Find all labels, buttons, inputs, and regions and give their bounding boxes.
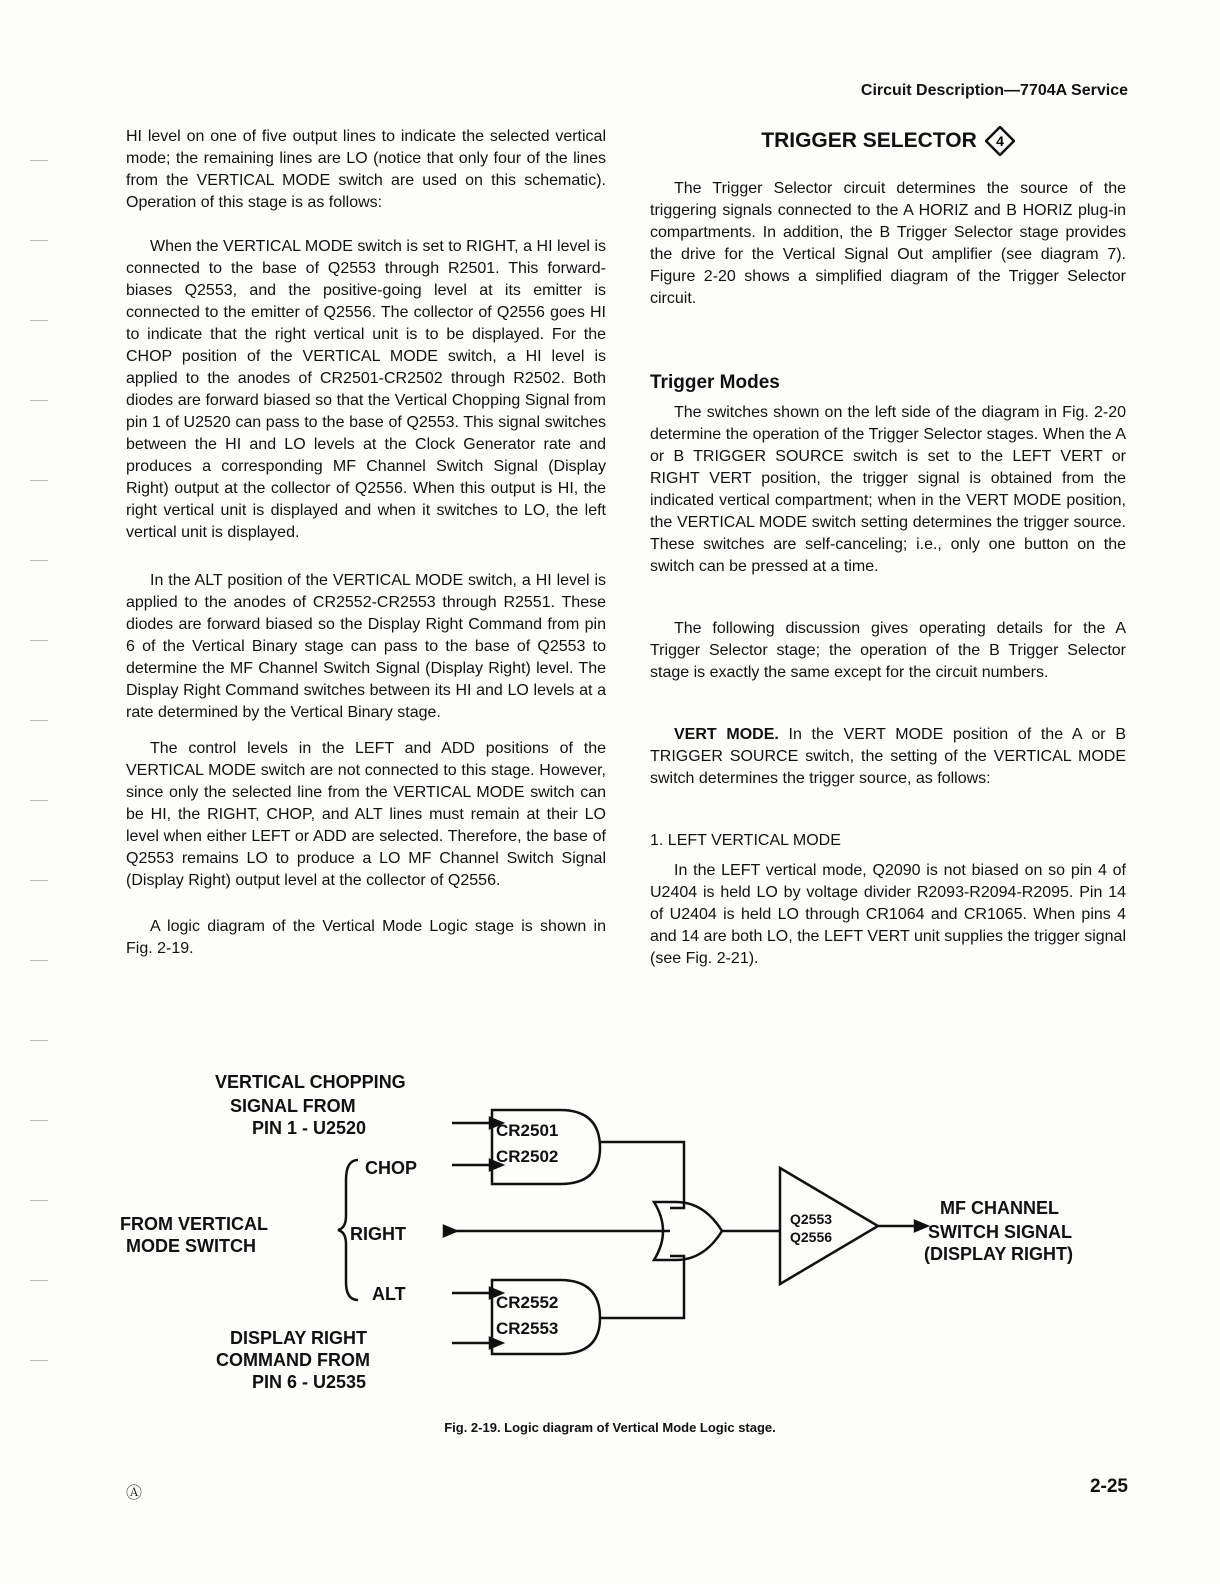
paragraph — [650, 724, 1126, 790]
logic-diagram — [110, 1068, 1130, 1408]
diagram-number-badge — [985, 126, 1015, 156]
input-label-chop: CHOP — [365, 1158, 418, 1178]
section-title — [650, 126, 1126, 156]
paragraph-text: In the VERT MODE position of the A or B TRIGGER SOURCE switch, the setting of the VERTICAL MODE switch determines the trigger source, as follows: — [650, 726, 1126, 787]
paragraph: In the LEFT vertical mode, Q2090 is not biased on so pin 4 of U2404 is held LO by voltage divider R2093-R2094-R2095. Pin 14 of U2404 is held LO through CR1064 and CR1065. When pins 4 and 14 are both LO, the LEFT VERT unit supplies the trigger signal (see Fig. 2-21). — [650, 862, 1126, 967]
arrow-icon — [444, 1226, 456, 1236]
running-header: Circuit Description—7704A Service — [860, 82, 1128, 99]
paragraph: The following discussion gives operating details for the A Trigger Selector stage; the operation of the B Trigger Selector stage is exactly the same except for the circuit numbers. — [650, 620, 1126, 681]
input-label-chopping-2: SIGNAL FROM — [230, 1096, 356, 1116]
run-in-heading: VERT MODE. — [674, 726, 779, 743]
paragraph: The control levels in the LEFT and ADD positions of the VERTICAL MODE switch are not connected to this stage. However, since only the selected line from the VERTICAL MODE switch can be HI, the RIGHT, CHOP, and ALT lines must remain at their LO level when either LEFT or ADD are selected. Therefore, the base of Q2553 remains LO to produce a LO MF Channel Switch Signal (Display Right) output level at the collector of Q2556. — [126, 740, 606, 889]
gate-label: CR2553 — [496, 1319, 559, 1338]
paragraph: A logic diagram of the Vertical Mode Logic stage is shown in Fig. 2-19. — [126, 918, 606, 957]
paragraph: HI level on one of five output lines to indicate the selected vertical mode; the remaining lines are LO (notice that only four of the lines from the VERTICAL MODE switch are used on this schematic). Operation of this stage is as follows: — [126, 128, 606, 211]
input-label-alt: ALT — [372, 1284, 406, 1304]
left-column — [126, 126, 606, 960]
figure-caption: Fig. 2-19. Logic diagram of Vertical Mode Logic stage. — [444, 1420, 776, 1435]
source-label-1: FROM VERTICAL — [120, 1214, 268, 1234]
gate-label: CR2501 — [496, 1121, 559, 1140]
gate-label: CR2502 — [496, 1147, 559, 1166]
subheading: Trigger Modes — [650, 372, 780, 393]
output-label-1: MF CHANNEL — [940, 1198, 1059, 1218]
output-label-2: SWITCH SIGNAL — [928, 1222, 1072, 1242]
and-gate-lower — [492, 1280, 600, 1354]
input-label-chopping-3: PIN 1 - U2520 — [252, 1118, 367, 1138]
paragraph: In the ALT position of the VERTICAL MODE switch, a HI level is applied to the anodes of CR2552-CR2553 through R2551. These diodes are forward biased so the Display Right Command from pin 6 of the Vertical Binary stage can pass to the base of Q2553 to determine the MF Channel Switch Signal (Display Right) level. The Display Right Command switches between its HI and LO levels at a rate determined by the Vertical Binary stage. — [126, 572, 606, 721]
page-number: 2-25 — [1089, 1476, 1128, 1497]
input-label-chopping-1: VERTICAL CHOPPING — [215, 1072, 406, 1092]
input-label-display-1: DISPLAY RIGHT — [230, 1328, 368, 1348]
right-column — [650, 126, 1126, 970]
amplifier-label: Q2556 — [790, 1229, 833, 1245]
section-title-text: TRIGGER SELECTOR — [761, 129, 977, 152]
publisher-logo: Ⓐ — [126, 1485, 143, 1502]
paragraph: When the VERTICAL MODE switch is set to RIGHT, a HI level is connected to the base of Q2553 through R2501. This forward-biases Q2553, and the positive-going level at its emitter is connected to the emitter of Q2556. The collector of Q2556 goes HI to indicate that the right vertical unit is to be displayed. For the CHOP position of the VERTICAL MODE switch, a HI level is applied to the anodes of CR2501-CR2502 through R2502. Both diodes are forward biased so that the Vertical Chopping Signal from pin 1 of U2520 can pass to the base of Q2553. This signal switches between the HI and LO levels at the Clock Generator rate and produces a corresponding MF Channel Switch Signal (Display Right) output at the collector of Q2556. When this output is HI, the right vertical unit is displayed and when it switches to LO, the left vertical unit is displayed. — [126, 238, 606, 541]
badge-number: 4 — [995, 133, 1004, 149]
input-label-display-3: PIN 6 - U2535 — [252, 1372, 367, 1392]
arrow-icon — [915, 1221, 927, 1231]
input-label-display-2: COMMAND FROM — [216, 1350, 370, 1370]
or-gate — [654, 1202, 722, 1260]
source-label-2: MODE SWITCH — [126, 1236, 256, 1256]
output-label-3: (DISPLAY RIGHT) — [924, 1244, 1074, 1264]
list-heading: 1. LEFT VERTICAL MODE — [650, 832, 841, 849]
input-label-right: RIGHT — [350, 1224, 406, 1244]
paragraph: The switches shown on the left side of the diagram in Fig. 2-20 determine the operation of the Trigger Selector stages. When the A or B TRIGGER SOURCE switch is set to the LEFT VERT or RIGHT VERT position, the trigger signal is obtained from the indicated vertical compartment; when in the VERT MODE position, the VERTICAL MODE switch setting determines the trigger source. These switches are self-canceling; i.e., only one button on the switch can be pressed at a time. — [650, 404, 1126, 575]
gate-label: CR2552 — [496, 1293, 559, 1312]
paragraph: The Trigger Selector circuit determines the source of the triggering signals connected to the A HORIZ and B HORIZ plug-in compartments. In addition, the B Trigger Selector stage provides the drive for the Vertical Signal Out amplifier (see diagram 7). Figure 2-20 shows a simplified diagram of the Trigger Selector circuit. — [650, 180, 1126, 307]
amplifier-label: Q2553 — [790, 1211, 833, 1227]
